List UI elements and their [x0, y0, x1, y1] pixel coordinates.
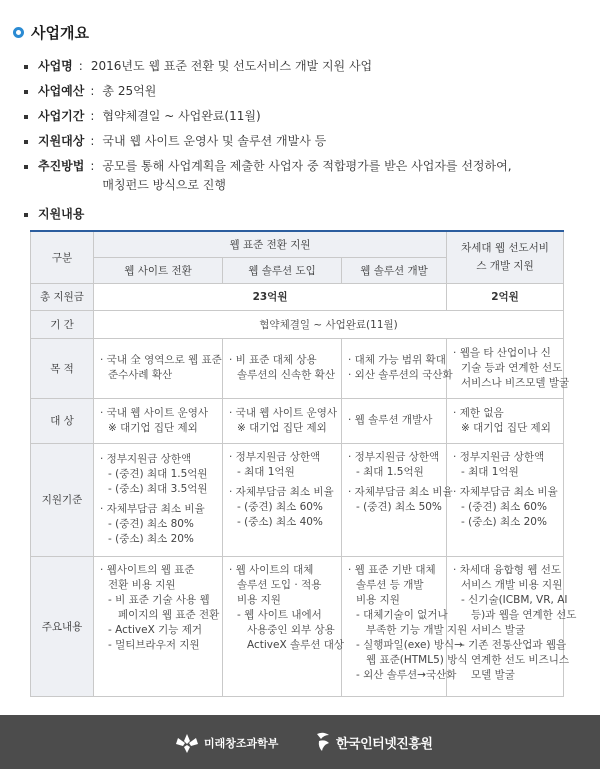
target-cell: · 웹 솔루션 개발사 [342, 398, 447, 443]
target-cell: · 국내 웹 사이트 운영사 ※ 대기업 집단 제외 [223, 398, 342, 443]
row-label-total: 총 지원금 [31, 283, 94, 310]
overview-item: 사업기간 : 협약체결일 ~ 사업완료(11월) [24, 107, 261, 126]
square-bullet-icon [24, 140, 28, 144]
header-next-gen: 차세대 웹 선도서비스 개발 지원 [447, 231, 564, 283]
footer [0, 715, 600, 769]
overview-label: 지원대상 [38, 134, 85, 148]
overview-label: 사업기간 [38, 109, 85, 123]
row-label-period: 기 간 [31, 310, 94, 338]
header-web-standard: 웹 표준 전환 지원 [94, 231, 447, 257]
row-label-purpose: 목 적 [31, 338, 94, 398]
msip-logo-text: 미래창조과학부 [204, 737, 279, 750]
overview-value: 총 25억원 [102, 84, 157, 98]
overview-label: 사업명 [38, 59, 73, 73]
overview-item: 사업명 : 2016년도 웹 표준 전환 및 선도서비스 개발 지원 사업 [24, 57, 372, 76]
main-cell: · 웹사이트의 웹 표준 전환 비용 지원 - 비 표준 기술 사용 웹 페이지의 웹 표준 전환 - ActiveX 기능 제거 - 멀티브라우저 지원 [94, 556, 223, 696]
total-web-value: 23억원 [94, 283, 447, 310]
total-next-value: 2억원 [447, 283, 564, 310]
purpose-cell: · 대체 가능 범위 확대 · 외산 솔루션의 국산화 [342, 338, 447, 398]
overview-value: 2016년도 웹 표준 전환 및 선도서비스 개발 지원 사업 [90, 59, 373, 73]
msip-emblem-icon [174, 732, 200, 754]
purpose-cell: · 비 표준 대체 상용 솔루션의 신속한 확산 [223, 338, 342, 398]
purpose-cell: · 웹을 타 산업이나 신 기술 등과 연계한 선도 서비스나 비즈모델 발굴 [447, 338, 564, 398]
msip-logo [174, 732, 278, 754]
overview-item: 지원대상 : 국내 웹 사이트 운영사 및 솔루션 개발사 등 [24, 132, 326, 151]
overview-value: 국내 웹 사이트 운영사 및 솔루션 개발사 등 [102, 134, 327, 148]
kisa-logo-text: 한국인터넷진흥원 [336, 736, 433, 752]
target-cell: · 국내 웹 사이트 운영사 ※ 대기업 집단 제외 [94, 398, 223, 443]
square-bullet-icon [24, 165, 28, 169]
criteria-cell: · 정부지원금 상한액 - 최대 1.5억원 · 자체부담금 최소 비율 - (중견) 최소 50% [342, 443, 447, 556]
section-title [13, 22, 89, 42]
criteria-cell: · 정부지원금 상한액 - (중견) 최대 1.5억원 - (중소) 최대 3.5억원 · 자체부담금 최소 비율 - (중견) 최소 80% - (중소) 최소 20% [94, 443, 223, 556]
header-gubun: 구분 [31, 231, 94, 283]
support-table [30, 230, 577, 697]
row-label-criteria: 지원기준 [31, 443, 94, 556]
overview-value: 공모를 통해 사업계획을 제출한 사업자 중 적합평가를 받은 사업자를 선정하여, [102, 159, 512, 173]
kisa-logo [313, 731, 432, 753]
overview-item: 추진방법 : 공모를 통해 사업계획을 제출한 사업자 중 적합평가를 받은 사업자를 선정하여, 매칭펀드 방식으로 진행 [24, 157, 512, 195]
criteria-cell: · 정부지원금 상한액 - 최대 1억원 · 자체부담금 최소 비율 - (중견) 최소 60% - (중소) 최소 20% [447, 443, 564, 556]
support-heading [24, 205, 84, 224]
overview-label: 추진방법 [38, 159, 85, 173]
square-bullet-icon [24, 90, 28, 94]
overview-value: 협약체결일 ~ 사업완료(11월) [102, 109, 261, 123]
purpose-cell: · 국내 全 영역으로 웹 표준 준수사례 확산 [94, 338, 223, 398]
main-cell: · 웹 사이트의 대체 솔루션 도입 · 적용 비용 지원 - 웹 사이트 내에서 사용중인 외부 상용 ActiveX 솔루션 대상 [223, 556, 342, 696]
row-label-target: 대 상 [31, 398, 94, 443]
header-solution-dev: 웹 솔루션 개발 [342, 257, 447, 283]
overview-label: 사업예산 [38, 84, 85, 98]
square-bullet-icon [24, 213, 28, 217]
row-label-main: 주요내용 [31, 556, 94, 696]
kisa-emblem-icon [313, 731, 333, 753]
overview-value-cont: 매칭펀드 방식으로 진행 [102, 178, 226, 192]
overview-item: 사업예산 : 총 25억원 [24, 82, 156, 101]
target-cell: · 제한 없음 ※ 대기업 집단 제외 [447, 398, 564, 443]
main-cell: · 웹 표준 기반 대체 솔루션 등 개발 비용 지원 - 대체기술이 없거나 부족한 기능 개발 지원 - 실행파일(exe) 방식→ 웹 표준(HTML5) 방식 - 외산 솔루션→국산화 [342, 556, 447, 696]
circle-bullet-icon [13, 27, 24, 38]
header-site-conversion: 웹 사이트 전환 [94, 257, 223, 283]
section-title-text: 사업개요 [31, 23, 89, 42]
criteria-cell: · 정부지원금 상한액 - 최대 1억원 · 자체부담금 최소 비율 - (중견) 최소 60% - (중소) 최소 40% [223, 443, 342, 556]
square-bullet-icon [24, 65, 28, 69]
period-value: 협약체결일 ~ 사업완료(11월) [94, 310, 564, 338]
square-bullet-icon [24, 115, 28, 119]
support-heading-text: 지원내용 [38, 207, 85, 221]
main-cell: · 차세대 융합형 웹 선도 서비스 개발 비용 지원 - 신기술(ICBM, VR, AI 등)과 웹을 연계한 선도 서비스 발굴 - 기존 전통산업과 웹을 연계한 선도 비즈니스 모델 발굴 [447, 556, 564, 696]
header-solution-adoption: 웹 솔루션 도입 [223, 257, 342, 283]
